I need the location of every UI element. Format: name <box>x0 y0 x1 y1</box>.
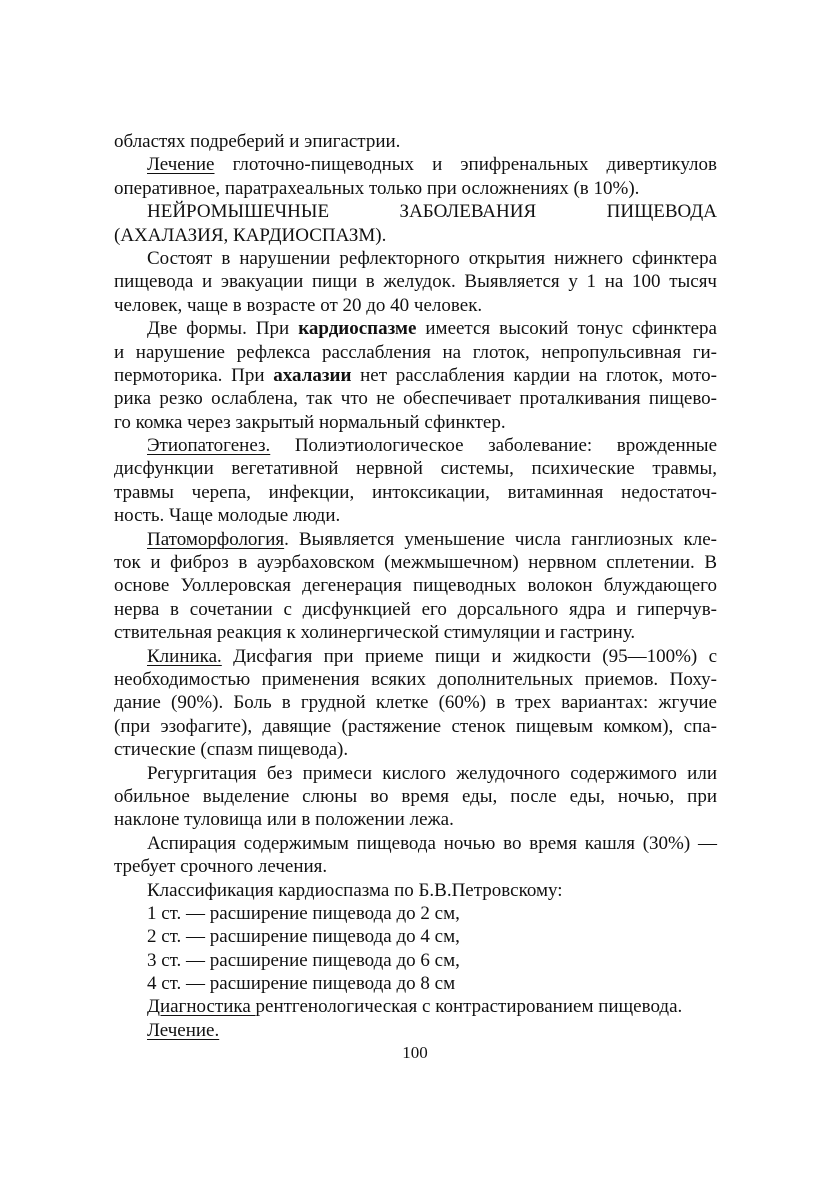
text-line: Состоят в нарушении рефлекторного открытия нижнего сфинктера <box>147 247 717 269</box>
text-line: Аспирация содержимым пищевода ночью во время кашля (30%) — <box>147 832 717 854</box>
text-line: человек, чаще в возрасте от 20 до 40 человек. <box>114 294 483 316</box>
text-line <box>114 434 717 457</box>
clinic-heading: Клиника. <box>147 645 222 667</box>
text-line: областях подреберий и эпигастрии. <box>114 131 401 152</box>
text-span: рентгенологическая с контрастированием пищевода. <box>255 996 683 1018</box>
text-span: Полиэтиологическое заболевание: врожденные <box>270 435 717 457</box>
text-span: . Выявляется уменьшение числа ганглиозных кле- <box>284 528 717 550</box>
text-span: нет расслабления кардии на глоток, мото- <box>351 364 718 386</box>
text-line: Регургитация без примеси кислого желудочного содержимого или <box>147 762 717 784</box>
bold-term-cardiospasm: кардиоспазме <box>298 318 417 340</box>
page-body <box>114 130 717 1042</box>
classification-title: Классификация кардиоспазма по Б.В.Петровскому: <box>147 879 563 901</box>
section-heading-word: НЕЙРОМЫШЕЧНЫЕ <box>147 201 330 223</box>
text-line: стические (спазм пищевода). <box>114 739 349 761</box>
text-line: дисфункции вегетативной нервной системы, психические травмы, <box>114 458 717 480</box>
diagnostics-heading: Диагностика <box>147 996 256 1018</box>
classification-item: 3 ст. — расширение пищевода до 6 см, <box>147 949 460 971</box>
text-line: нерва в сочетании с дисфункцией его дорсального ядра и гиперчув- <box>114 598 717 620</box>
treatment-subheading: Лечение. <box>147 1019 220 1041</box>
section-heading-line-2: (АХАЛАЗИЯ, КАРДИОСПАЗМ). <box>114 224 387 246</box>
text-line <box>114 1019 717 1042</box>
section-heading <box>114 200 717 223</box>
text-line: ток и фиброз в ауэрбаховском (межмышечном) нервном сплетении. В <box>114 552 717 574</box>
text-line <box>114 528 717 551</box>
text-line: обильное выделение слюны во время еды, после еды, ночью, при <box>114 785 717 807</box>
text-span: пермоторика. При <box>114 364 274 386</box>
text-line: травмы черепа, инфекции, интоксикации, витаминная недостаточ- <box>114 481 717 503</box>
etiopathogenesis-heading: Этиопатогенез. <box>147 435 271 457</box>
text-line: и нарушение рефлекса расслабления на глоток, непропульсивная ги- <box>114 341 717 363</box>
classification-item: 1 ст. — расширение пищевода до 2 см, <box>147 902 460 924</box>
bold-term-achalasia: ахалазии <box>273 364 352 386</box>
text-line <box>114 645 717 668</box>
page-number: 100 <box>402 1043 428 1062</box>
pathomorphology-heading: Патоморфология <box>147 528 285 550</box>
section-heading-word: ЗАБОЛЕВАНИЯ <box>399 201 537 223</box>
text-line: требует срочного лечения. <box>114 856 328 878</box>
text-line <box>114 317 717 340</box>
text-span: имеется высокий тонус сфинктера <box>416 318 717 340</box>
text-span: глоточно-пищеводных и эпифренальных дивертикулов <box>214 154 717 176</box>
text-line: ность. Чаще молодые люди. <box>114 505 341 527</box>
text-span: Дисфагия при приеме пищи и жидкости (95—100%) с <box>221 645 717 667</box>
text-line <box>114 995 717 1018</box>
treatment-heading: Лечение <box>147 154 215 176</box>
text-line <box>114 364 717 387</box>
text-line: (при эзофагите), давящие (растяжение стенок пищевым комком), спа- <box>114 715 717 737</box>
text-line: наклоне туловища или в положении лежа. <box>114 809 454 831</box>
text-line: рика резко ослаблена, так что не обеспечивает проталкивания пищево- <box>114 388 717 410</box>
text-line: ствительная реакция к холинергической стимуляции и гастрину. <box>114 622 636 644</box>
text-line: дание (90%). Боль в грудной клетке (60%) в трех вариантах: жгучие <box>114 692 717 714</box>
text-line: основе Уоллеровская дегенерация пищеводных волокон блуждающего <box>114 575 717 597</box>
classification-item: 2 ст. — расширение пищевода до 4 см, <box>147 926 460 948</box>
text-line: необходимостью применения всяких дополнительных приемов. Поху- <box>114 668 717 690</box>
text-line: пищевода и эвакуации пищи в желудок. Выявляется у 1 на 100 тысяч <box>114 271 717 293</box>
text-line: го комка через закрытый нормальный сфинктер. <box>114 411 506 433</box>
text-span: Две формы. При <box>147 318 299 340</box>
treatment-paragraph-line <box>114 153 717 176</box>
text-line: оперативное, паратрахеальных только при осложнениях (в 10%). <box>114 177 640 199</box>
section-heading-word: ПИЩЕВОДА <box>606 201 717 223</box>
classification-item: 4 ст. — расширение пищевода до 8 см <box>147 973 456 995</box>
